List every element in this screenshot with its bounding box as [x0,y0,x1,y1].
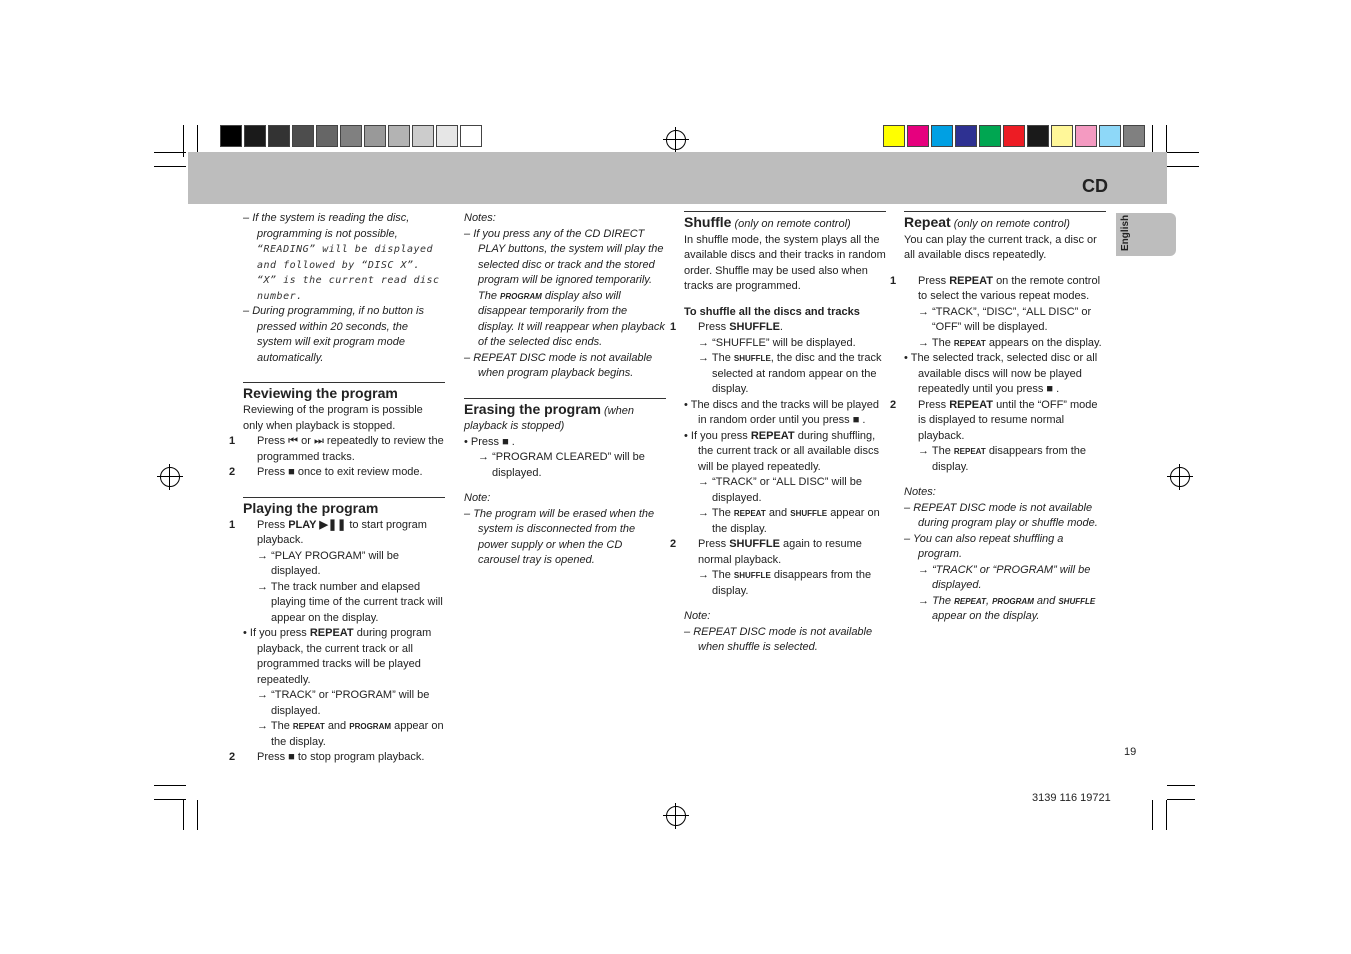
crop-mark [154,166,186,167]
crop-mark [1167,785,1195,786]
section-heading: Playing the program [243,499,379,516]
step: 1 Press REPEAT on the remote control to select the various repeat modes. [890,274,1101,302]
step: 2 Press ■ once to exit review mode. [229,466,423,478]
crop-mark [1167,799,1195,800]
note: – During programming, if no button is pressed within 20 seconds, the system will exit program mode automatically. [243,305,424,364]
section-heading: Repeat (only on remote control) [904,214,1070,230]
crop-mark [183,125,184,157]
color-swatch [436,125,458,147]
result: → The REPEAT, PROGRAM and SHUFFLE appear on the display. [918,594,1096,622]
color-swatch [1075,125,1097,147]
color-swatch [340,125,362,147]
color-swatch [907,125,929,147]
bullet: • The discs and the tracks will be played in random order until you press ■ . [684,398,880,426]
color-swatch [412,125,434,147]
result: → The REPEAT and PROGRAM appear on the display. [257,720,444,748]
note-label: Note: [684,610,711,622]
color-swatch [364,125,386,147]
color-swatch [268,125,290,147]
result: → The REPEAT appears on the display. [918,336,1102,349]
crop-mark [154,785,186,786]
color-swatch [1051,125,1073,147]
result: → The track number and elapsed playing time of the current track will appear on the display. [257,580,443,624]
column-1 [229,211,445,766]
result: → “SHUFFLE” will be displayed. [698,336,856,349]
bullet: • If you press REPEAT during program playback, the current track or all programmed tracks will be played repeatedly. [243,627,432,686]
page-number: 19 [1124,746,1137,758]
grey-scale-bar [220,125,484,147]
sub-heading: To shuffle all the discs and tracks [684,305,860,318]
header-band [188,152,1167,204]
result: → The SHUFFLE, the disc and the track selected at random appear on the display. [698,352,882,395]
result: → The REPEAT and SHUFFLE appear on the display. [698,507,880,535]
crop-mark [1167,152,1199,153]
step: 2 Press SHUFFLE again to resume normal playback. [670,538,862,566]
bullet: • If you press REPEAT during shuffling, the current track or all available discs will be played repeatedly. [684,429,879,473]
color-swatch [1003,125,1025,147]
column-4 [890,211,1106,625]
paragraph: You can play the current track, a disc or all available discs repeatedly. [904,233,1097,261]
note-label: Note: [464,492,491,504]
color-swatch [316,125,338,147]
column-3 [670,211,886,656]
note: – REPEAT DISC mode is not available when program playback begins. [464,351,653,379]
color-calibration-bar [883,125,1147,147]
paragraph: In shuffle mode, the system plays all the available discs and their tracks in random order. Shuffle may be used also when tracks are programmed. [684,233,886,292]
step: 2 Press ■ to stop program playback. [229,751,425,763]
result: → “TRACK”, “DISC”, “ALL DISC” or “OFF” will be displayed. [918,305,1092,333]
color-swatch [220,125,242,147]
color-swatch [244,125,266,147]
color-swatch [1123,125,1145,147]
bullet: • The selected track, selected disc or all available discs will now be played repeatedly until you press ■ . [904,352,1098,395]
registration-mark-icon [160,467,180,487]
color-swatch [292,125,314,147]
registration-mark-icon [666,130,686,150]
color-swatch [460,125,482,147]
section-heading: Reviewing the program [243,385,398,401]
color-swatch [1099,125,1121,147]
color-swatch [955,125,977,147]
paragraph: Reviewing of the program is possible only when playback is stopped. [243,404,423,432]
color-swatch [388,125,410,147]
crop-mark [1167,166,1199,167]
step: 1 Press ⏮ or ⏭ repeatedly to review the programmed tracks. [229,435,444,463]
result: → The SHUFFLE disappears from the display. [698,569,872,597]
color-swatch [1027,125,1049,147]
note: – If the system is reading the disc, programming is not possible, “READING” will be displayed and followed by “DISC X”. “X” is the current read disc number. [243,212,440,302]
registration-mark-icon [1170,467,1190,487]
step: 1 Press PLAY ▶❚❚ to start program playback. [229,518,427,546]
column-2 [464,211,666,569]
step: 2 Press REPEAT until the “OFF” mode is displayed to resume normal playback. [890,398,1098,442]
crop-mark [183,800,184,830]
note: – REPEAT DISC mode is not available when shuffle is selected. [684,625,873,653]
note: – You can also repeat shuffling a program. [904,532,1064,560]
note: – The program will be erased when the system is disconnected from the power supply or when the CD carousel tray is opened. [464,507,655,566]
notes-label: Notes: [464,212,496,224]
result: → The REPEAT disappears from the display. [918,445,1087,473]
bullet: • Press ■ . [464,435,515,448]
result: → “TRACK” or “ALL DISC” will be displayed. [698,476,863,504]
registration-mark-icon [666,806,686,826]
result: → “TRACK” or “PROGRAM” will be displayed. [257,689,430,717]
document-code: 3139 116 19721 [1032,792,1111,804]
crop-mark [1166,800,1167,830]
section-heading: Shuffle (only on remote control) [684,214,851,230]
language-label: English [1120,214,1131,251]
notes-label: Notes: [904,486,936,498]
color-swatch [883,125,905,147]
crop-mark [154,152,186,153]
crop-mark [197,800,198,830]
crop-mark [1152,800,1153,830]
language-tab [1116,213,1176,256]
crop-mark [154,799,186,800]
step: 1 Press SHUFFLE. [670,321,783,333]
note: – REPEAT DISC mode is not available during program play or shuffle mode. [904,501,1098,529]
color-swatch [979,125,1001,147]
section-title: CD [1082,176,1108,196]
note: – If you press any of the CD DIRECT PLAY buttons, the system will play the selected disc or track and the stored program will be ignored temporarily. The PROGRAM display also will disappear temporarily from the display. It will reappear when playback of the selected disc ends. [464,227,665,348]
result: → “PLAY PROGRAM” will be displayed. [257,549,400,577]
result: → “PROGRAM CLEARED” will be displayed. [478,451,645,479]
result: → “TRACK” or “PROGRAM” will be displayed. [918,563,1091,591]
section-heading: Erasing the program (when playback is stopped) [464,400,634,432]
color-swatch [931,125,953,147]
